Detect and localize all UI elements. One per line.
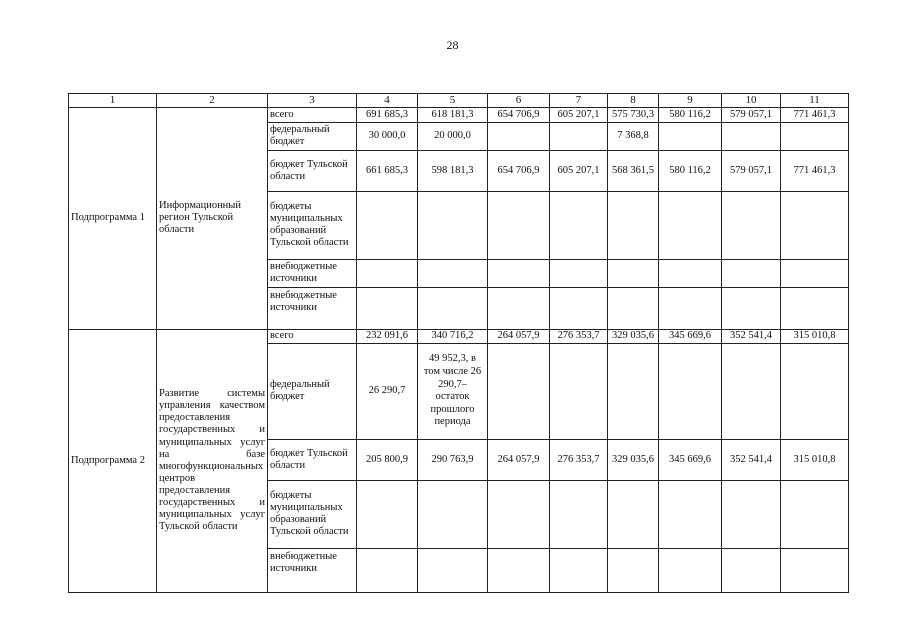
header-row xyxy=(69,94,849,108)
value-cell: 345 669,6 xyxy=(659,439,722,480)
value-cell xyxy=(781,259,849,287)
funding-source: внебюджетные источники xyxy=(268,548,357,592)
value-cell xyxy=(418,287,488,329)
subprogram-label: Подпрограмма 1 xyxy=(69,107,157,329)
page-number: 28 xyxy=(446,38,459,52)
subprogram-label: Подпрограмма 2 xyxy=(69,329,157,592)
value-cell xyxy=(418,480,488,548)
value-cell xyxy=(659,122,722,150)
value-cell: 26 290,7 xyxy=(357,343,418,439)
value-cell: 691 685,3 xyxy=(357,107,418,122)
value-cell xyxy=(781,343,849,439)
value-cell xyxy=(608,191,659,259)
value-cell xyxy=(722,548,781,592)
value-cell xyxy=(488,122,550,150)
value-cell: 771 461,3 xyxy=(781,107,849,122)
value-cell-note: 49 952,3, в том числе 26 290,7– остаток прошлого периода xyxy=(418,343,488,439)
value-cell xyxy=(488,548,550,592)
funding-source: бюджет Тульской области xyxy=(268,150,357,191)
header-cell: 7 xyxy=(550,94,608,108)
header-cell: 11 xyxy=(781,94,849,108)
value-cell xyxy=(781,548,849,592)
value-cell: 352 541,4 xyxy=(722,329,781,343)
value-cell xyxy=(608,343,659,439)
header-cell: 6 xyxy=(488,94,550,108)
value-cell: 340 716,2 xyxy=(418,329,488,343)
value-cell: 264 057,9 xyxy=(488,439,550,480)
header-cell: 8 xyxy=(608,94,659,108)
header-cell: 2 xyxy=(157,94,268,108)
value-cell xyxy=(357,287,418,329)
value-cell xyxy=(659,191,722,259)
value-cell xyxy=(418,548,488,592)
value-cell: 290 763,9 xyxy=(418,439,488,480)
value-cell: 205 800,9 xyxy=(357,439,418,480)
value-cell: 605 207,1 xyxy=(550,150,608,191)
value-cell: 352 541,4 xyxy=(722,439,781,480)
value-cell xyxy=(781,191,849,259)
value-cell: 580 116,2 xyxy=(659,107,722,122)
value-cell: 276 353,7 xyxy=(550,329,608,343)
value-cell xyxy=(659,287,722,329)
value-cell: 579 057,1 xyxy=(722,150,781,191)
value-cell xyxy=(659,259,722,287)
value-cell xyxy=(488,343,550,439)
funding-source: бюджеты муниципальных образований Тульской области xyxy=(268,191,357,259)
value-cell: 654 706,9 xyxy=(488,107,550,122)
header-cell: 10 xyxy=(722,94,781,108)
value-cell: 580 116,2 xyxy=(659,150,722,191)
value-cell: 654 706,9 xyxy=(488,150,550,191)
value-cell: 276 353,7 xyxy=(550,439,608,480)
value-cell xyxy=(550,122,608,150)
value-cell: 345 669,6 xyxy=(659,329,722,343)
value-cell xyxy=(357,191,418,259)
value-cell xyxy=(357,259,418,287)
value-cell xyxy=(357,548,418,592)
value-cell xyxy=(418,259,488,287)
value-cell xyxy=(357,480,418,548)
funding-source: бюджет Тульской области xyxy=(268,439,357,480)
value-cell xyxy=(722,480,781,548)
value-cell: 315 010,8 xyxy=(781,329,849,343)
funding-source: федеральный бюджет xyxy=(268,343,357,439)
value-cell: 598 181,3 xyxy=(418,150,488,191)
value-cell: 329 035,6 xyxy=(608,329,659,343)
value-cell: 568 361,5 xyxy=(608,150,659,191)
value-cell xyxy=(488,480,550,548)
value-cell: 232 091,6 xyxy=(357,329,418,343)
funding-source: внебюджетные источники xyxy=(268,287,357,329)
value-cell xyxy=(659,343,722,439)
value-cell: 605 207,1 xyxy=(550,107,608,122)
value-cell: 579 057,1 xyxy=(722,107,781,122)
header-cell: 4 xyxy=(357,94,418,108)
header-cell: 9 xyxy=(659,94,722,108)
value-cell xyxy=(550,343,608,439)
value-cell xyxy=(488,287,550,329)
budget-table xyxy=(68,93,849,593)
value-cell: 329 035,6 xyxy=(608,439,659,480)
value-cell xyxy=(550,191,608,259)
value-cell xyxy=(659,480,722,548)
header-cell: 1 xyxy=(69,94,157,108)
value-cell xyxy=(608,259,659,287)
value-cell: 575 730,3 xyxy=(608,107,659,122)
value-cell xyxy=(659,548,722,592)
value-cell xyxy=(418,191,488,259)
value-cell xyxy=(550,287,608,329)
funding-source: всего xyxy=(268,107,357,122)
value-cell: 30 000,0 xyxy=(357,122,418,150)
value-cell xyxy=(608,548,659,592)
value-cell: 7 368,8 xyxy=(608,122,659,150)
value-cell xyxy=(550,259,608,287)
value-cell xyxy=(722,191,781,259)
value-cell xyxy=(722,122,781,150)
value-cell xyxy=(488,259,550,287)
value-cell: 661 685,3 xyxy=(357,150,418,191)
funding-source: бюджеты муниципальных образований Тульской области xyxy=(268,480,357,548)
value-cell xyxy=(722,259,781,287)
subprogram-name: Развитие системы управления качеством предоставления государственных и муниципальных услуг на базе многофункциональных центров предоставления государственных и муниципальных услуг Тульской области xyxy=(157,329,268,592)
value-cell: 771 461,3 xyxy=(781,150,849,191)
value-cell xyxy=(608,287,659,329)
value-cell: 264 057,9 xyxy=(488,329,550,343)
table-row xyxy=(69,107,849,122)
value-cell xyxy=(781,480,849,548)
value-cell xyxy=(488,191,550,259)
value-cell xyxy=(550,548,608,592)
value-cell xyxy=(608,480,659,548)
value-cell: 20 000,0 xyxy=(418,122,488,150)
value-cell xyxy=(722,343,781,439)
funding-source: всего xyxy=(268,329,357,343)
header-cell: 5 xyxy=(418,94,488,108)
header-cell: 3 xyxy=(268,94,357,108)
subprogram-name: Информационный регион Тульской области xyxy=(157,107,268,329)
value-cell xyxy=(550,480,608,548)
table-row xyxy=(69,329,849,343)
value-cell xyxy=(722,287,781,329)
value-cell: 315 010,8 xyxy=(781,439,849,480)
funding-source: федеральный бюджет xyxy=(268,122,357,150)
value-cell xyxy=(781,287,849,329)
value-cell: 618 181,3 xyxy=(418,107,488,122)
value-cell xyxy=(781,122,849,150)
funding-source: внебюджетные источники xyxy=(268,259,357,287)
